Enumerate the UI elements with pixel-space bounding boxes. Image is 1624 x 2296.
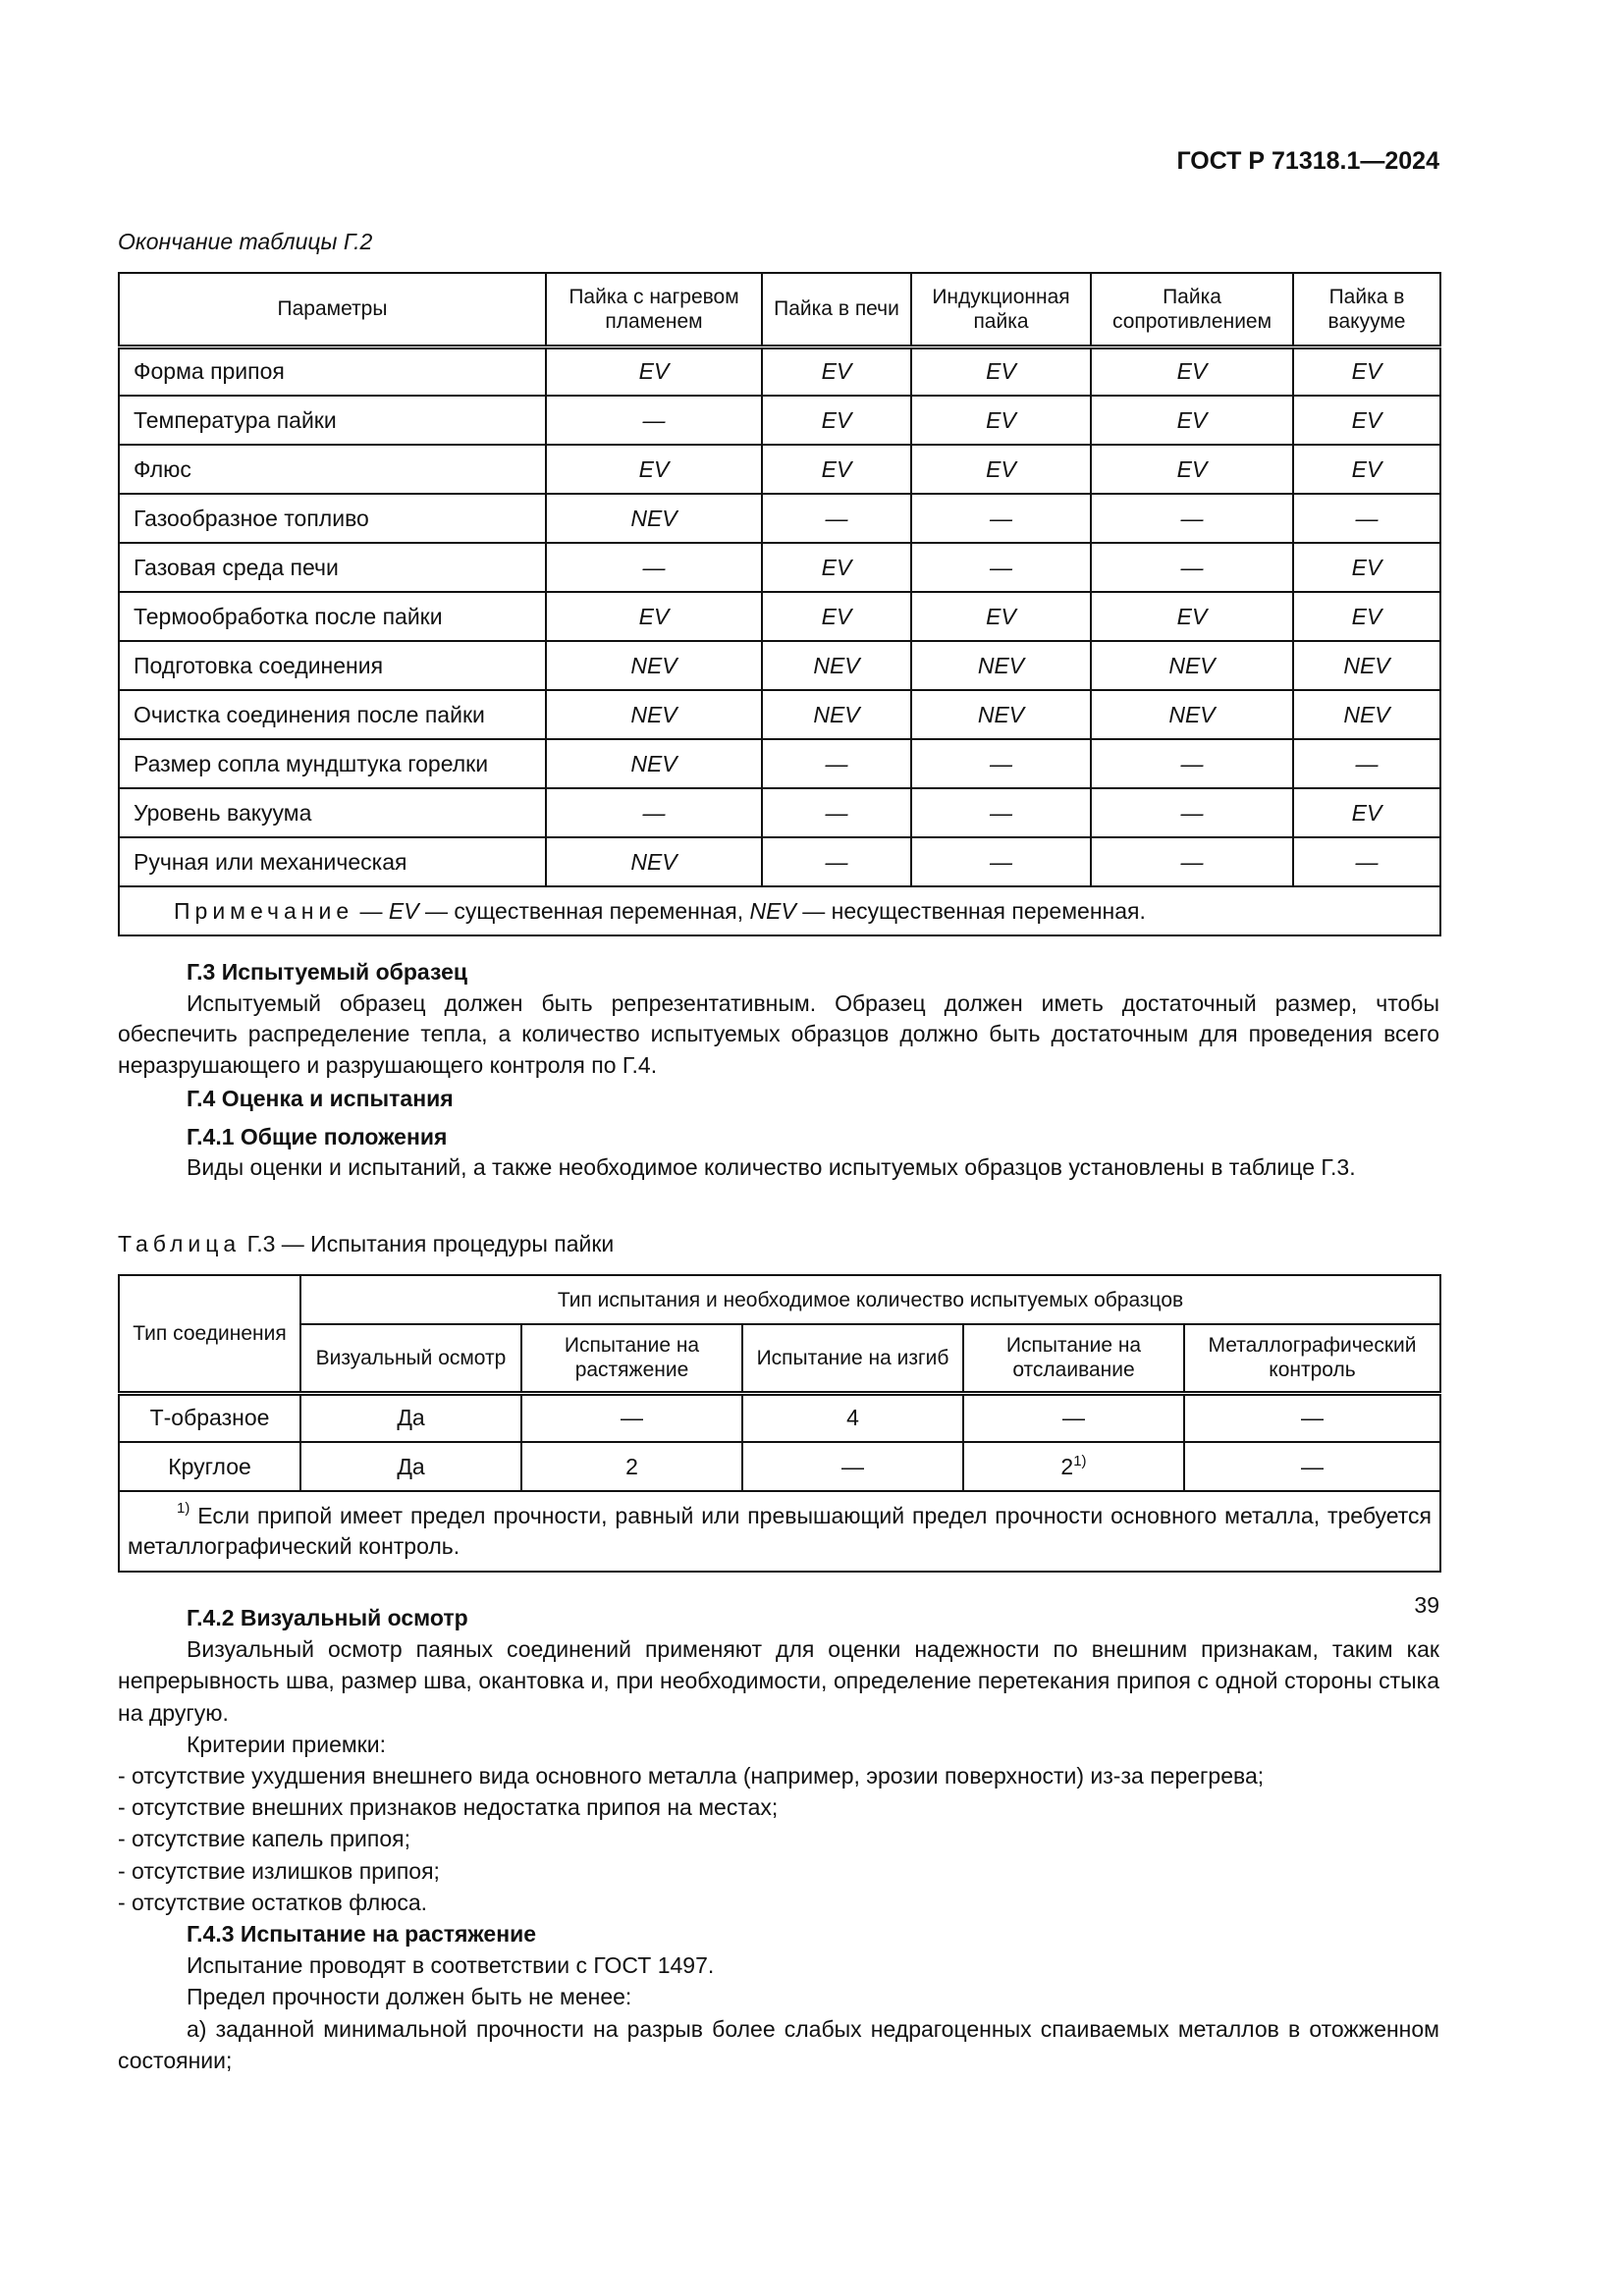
cell-value: — [1293,837,1440,886]
cell-value: — [911,837,1091,886]
table-row [119,837,1440,886]
cell-value: EV [546,347,762,396]
section-g42-g43 [118,1602,1439,2076]
heading-g3: Г.3 Испытуемый образец [187,959,468,985]
cell-value: EV [911,592,1091,641]
table-row [119,396,1440,445]
cell-value: EV [1293,396,1440,445]
cell-value: — [546,788,762,837]
cell-value: NEV [762,641,911,690]
note-text: — существенная переменная, [418,897,750,924]
table-row [119,641,1440,690]
note-row [119,886,1440,935]
column-header: Испытание на отслаивание [963,1324,1184,1393]
cell-value: — [911,543,1091,592]
cell-value: NEV [1293,641,1440,690]
table-cell [742,1442,963,1491]
cell-value: — [911,494,1091,543]
table-title: Г.3 — Испытания процедуры пайки [241,1231,615,1256]
cell-parameter: Температура пайки [119,396,546,445]
header-test-group: Тип испытания и необходимое количество испытуемых образцов [300,1275,1440,1324]
table-row [119,445,1440,494]
cell-value: — [546,543,762,592]
cell-value: — [1091,494,1293,543]
cell-value: — [911,788,1091,837]
table-cell [119,1442,300,1491]
paragraph-g41: Виды оценки и испытаний, а также необходимое количество испытуемых образцов установлены в таблице Г.3. [187,1154,1356,1181]
table-note [119,886,1440,935]
table-row [119,690,1440,739]
column-header: Испытание на растяжение [521,1324,742,1393]
criteria-item: - отсутствие внешних признаков недостатка припоя на местах; [118,1794,779,1821]
table-label: Таблица [118,1231,242,1256]
note-text: — несущественная переменная. [795,897,1146,924]
column-header: Пайка с нагревом пламенем [546,273,762,347]
cell-value: EV [1091,592,1293,641]
footnote-mark: 1) [177,1500,190,1517]
footnote-mark: 1) [1073,1452,1087,1469]
page-number: 39 [1414,1592,1439,1618]
cell-value: NEV [546,641,762,690]
cell-value: EV [1293,788,1440,837]
table-row [119,1393,1440,1442]
cell-value: EV [1293,592,1440,641]
cell-value: EV [911,347,1091,396]
cell-value: EV [1293,543,1440,592]
cell-parameter: Подготовка соединения [119,641,546,690]
cell-value: EV [762,592,911,641]
column-header: Пайка в вакууме [1293,273,1440,347]
column-header: Испытание на изгиб [742,1324,963,1393]
cell-value: — [762,788,911,837]
cell-value: — [762,739,911,788]
criteria-item: - отсутствие остатков флюса. [118,1889,428,1915]
note-label: Примечание [174,897,354,924]
cell-parameter: Газообразное топливо [119,494,546,543]
note-text: — [353,897,389,924]
column-header: Металлографический контроль [1184,1324,1440,1393]
cell-value: Т-образное [149,1405,270,1431]
cell-value: EV [762,543,911,592]
table-row [119,739,1440,788]
column-header: Пайка в печи [762,273,911,347]
cell-value: NEV [546,690,762,739]
heading-g41: Г.4.1 Общие положения [187,1123,448,1149]
table-row [119,592,1440,641]
paragraph-g43-1: Испытание проводят в соответствии с ГОСТ 1497. [187,1952,715,1979]
cell-value: NEV [546,739,762,788]
cell-value: NEV [546,494,762,543]
table-g2 [118,272,1439,936]
table-row [119,543,1440,592]
table-row [119,788,1440,837]
list-item-a: а) заданной минимальной прочности на разрыв более слабых недрагоценных спаиваемых металлов в отожженном состоянии; [118,2015,1439,2073]
table-cell [963,1442,1184,1491]
table-cell [300,1393,521,1442]
column-header: Индукционная пайка [911,273,1091,347]
table-cell [521,1442,742,1491]
cell-value: EV [546,445,762,494]
criteria-title: Критерии приемки: [187,1731,386,1757]
cell-value: EV [546,592,762,641]
cell-value: NEV [546,837,762,886]
table-row [119,494,1440,543]
cell-value: Круглое [168,1453,251,1479]
cell-parameter: Форма припоя [119,347,546,396]
table-row [119,347,1440,396]
criteria-item: - отсутствие излишков припоя; [118,1857,440,1884]
cell-value: NEV [911,690,1091,739]
table-continuation-caption: Окончание таблицы Г.2 [118,229,373,254]
cell-value: Да [397,1453,425,1479]
footnote-text: Если припой имеет предел прочности, равный или превышающий предел прочности основного металла, требуется металлографический контроль. [128,1503,1432,1559]
cell-value: — [1091,788,1293,837]
cell-parameter: Размер сопла мундштука горелки [119,739,546,788]
cell-value: — [1091,543,1293,592]
note-text: EV [388,897,419,924]
criteria-item: - отсутствие ухудшения внешнего вида основного металла (например, эрозии поверхности) из-за перегрева; [118,1763,1265,1789]
heading-g43: Г.4.3 Испытание на растяжение [187,1921,537,1948]
cell-parameter: Газовая среда печи [119,543,546,592]
table-row [119,1442,1440,1491]
document-code: ГОСТ Р 71318.1—2024 [1176,147,1439,175]
table-cell [119,1393,300,1442]
header-joint-type: Тип соединения [119,1275,300,1393]
cell-value: — [762,494,911,543]
cell-value: NEV [1091,690,1293,739]
cell-value: NEV [911,641,1091,690]
cell-parameter: Термообработка после пайки [119,592,546,641]
cell-value: EV [1293,347,1440,396]
cell-value: — [1301,1405,1324,1431]
cell-value: NEV [1091,641,1293,690]
section-g3-g4 [118,957,1439,1184]
cell-value: 2 [1060,1453,1074,1479]
criteria-item: - отсутствие капель припоя; [118,1826,410,1852]
cell-value: EV [1091,347,1293,396]
table-cell [300,1442,521,1491]
table-g3-caption [118,1231,1439,1257]
cell-parameter: Ручная или механическая [119,837,546,886]
cell-value: — [1091,837,1293,886]
paragraph-g42: Визуальный осмотр паяных соединений применяют для оценки надежности по внешним признакам, таким как непрерывность шва, размер шва, окантовка и, при необходимости, определение перетекания припоя с одной стороны стыка на другую. [118,1636,1439,1726]
table-cell [742,1393,963,1442]
cell-value: — [621,1405,643,1431]
cell-value: EV [1091,445,1293,494]
cell-parameter: Флюс [119,445,546,494]
cell-value: — [841,1453,864,1479]
cell-parameter: Уровень вакуума [119,788,546,837]
cell-value: 4 [846,1405,859,1431]
cell-value: — [911,739,1091,788]
heading-g4: Г.4 Оценка и испытания [187,1085,454,1111]
cell-value: EV [911,396,1091,445]
table-cell [963,1393,1184,1442]
cell-value: — [762,837,911,886]
cell-value: NEV [762,690,911,739]
footnote [119,1491,1440,1572]
table-g3 [118,1274,1439,1573]
cell-value: 2 [625,1453,638,1479]
paragraph-g43-2: Предел прочности должен быть не менее: [187,1984,632,2010]
cell-value: — [1062,1405,1085,1431]
column-header: Пайка сопротивлением [1091,273,1293,347]
table-cell [1184,1442,1440,1491]
column-header: Параметры [119,273,546,347]
table-cell [521,1393,742,1442]
cell-value: — [1301,1453,1324,1479]
footnote-row [119,1491,1440,1572]
cell-value: Да [397,1405,425,1431]
table-cell [1184,1393,1440,1442]
cell-value: NEV [1293,690,1440,739]
cell-value: EV [1091,396,1293,445]
cell-value: EV [911,445,1091,494]
note-text: NEV [749,897,796,924]
cell-value: EV [762,445,911,494]
paragraph-g3: Испытуемый образец должен быть репрезентативным. Образец должен иметь достаточный размер, чтобы обеспечить распределение тепла, а количество испытуемых образцов должно быть достаточным для проведения всего неразрушающего и разрушающего контроля по Г.4. [118,989,1439,1079]
cell-value: — [1293,494,1440,543]
heading-g42: Г.4.2 Визуальный осмотр [187,1605,468,1630]
cell-value: EV [762,396,911,445]
cell-value: — [1293,739,1440,788]
cell-value: — [1091,739,1293,788]
cell-value: EV [1293,445,1440,494]
cell-value: EV [762,347,911,396]
cell-value: — [546,396,762,445]
cell-parameter: Очистка соединения после пайки [119,690,546,739]
column-header: Визуальный осмотр [300,1324,521,1393]
